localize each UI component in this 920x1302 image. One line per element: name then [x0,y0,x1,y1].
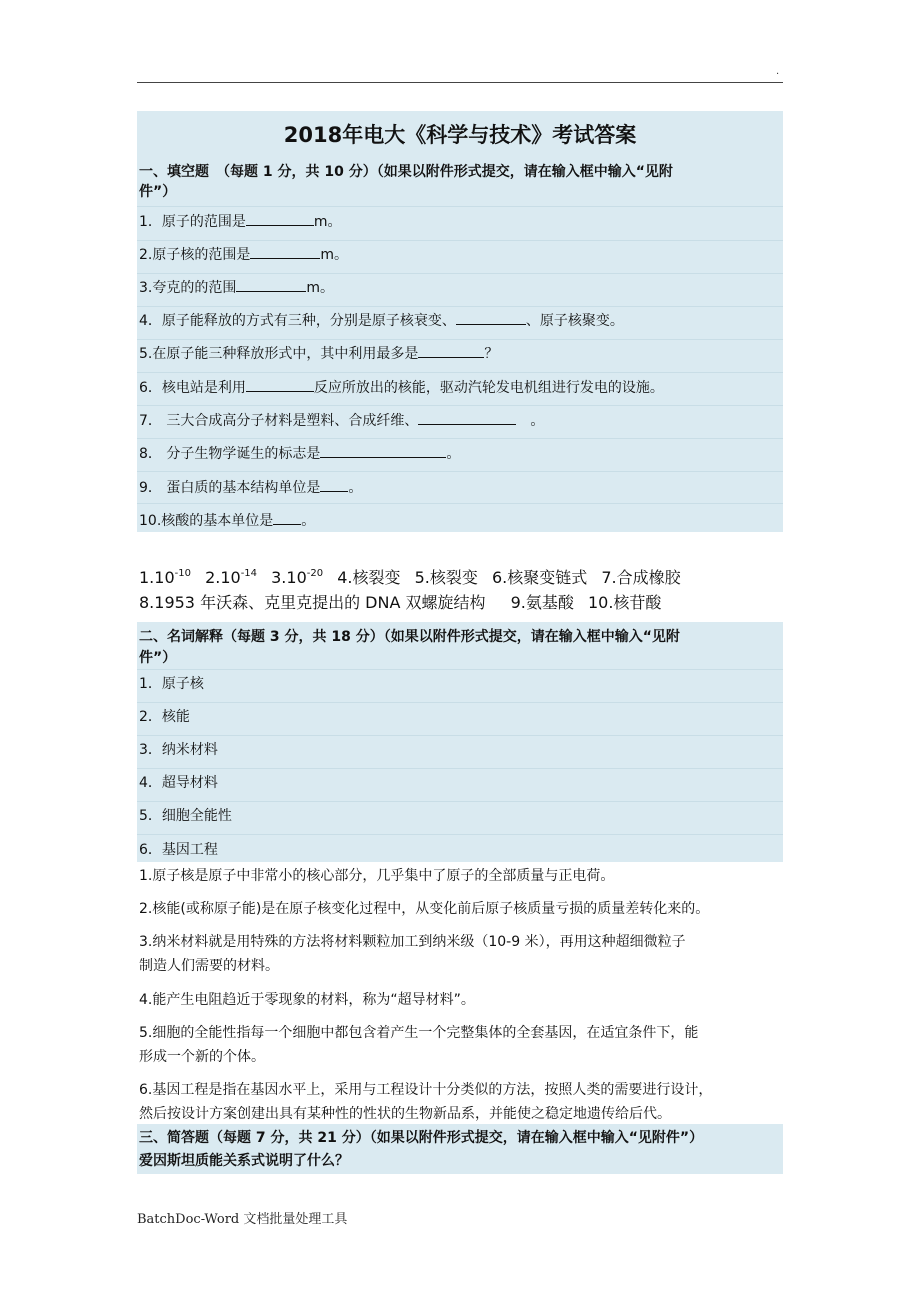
question-text: 反应所放出的核能，驱动汽轮发电机组进行发电的设施。 [313,380,664,396]
answer-blank [236,279,306,292]
term-item: 3．纳米材料 [139,742,218,758]
term-item: 4．超导材料 [139,775,218,791]
term-item: 2．核能 [139,709,190,725]
answer-blank [418,412,516,425]
section1-heading-line2: 件”） [139,184,177,200]
question-9 [139,479,362,496]
question-text: m。 [313,214,342,230]
term-item: 6．基因工程 [139,842,218,858]
page-title: 2018年电大《科学与技术》考试答案 [283,123,637,147]
question-text: 1．原子的范围是 [139,214,246,230]
answer-item: 5.核裂变 [414,568,478,587]
answer-exponent: -14 [240,568,258,579]
answer-blank [250,246,320,259]
question-text: 。 [301,513,316,529]
answer-item: 4.核裂变 [337,568,401,587]
question-text: 、原子核聚变。 [525,313,624,329]
question-text: 7． 三大合成高分子材料是塑料、合成纤维、 [139,413,419,429]
question-text: 5.在原子能三种释放形式中，其中利用最多是 [139,346,419,362]
question-4 [139,312,624,329]
row-divider [137,801,783,802]
question-text: m。 [306,280,334,296]
definition-5-line1: 5.细胞的全能性指每一个细胞中都包含着产生一个完整集体的全套基因，在适宜条件下，能 [139,1025,699,1041]
answer-item: 10.核苷酸 [587,593,662,612]
definition-1: 1.原子核是原子中非常小的核心部分，几乎集中了原子的全部质量与正电荷。 [139,868,615,884]
section2-heading-line2: 件”） [139,650,177,666]
question-5 [139,345,498,362]
answer-blank [273,512,301,525]
row-divider [137,438,783,439]
question-text: 9． 蛋白质的基本结构单位是 [139,480,321,496]
question-7 [139,412,544,429]
question-text: 2.原子核的范围是 [139,247,251,263]
row-divider [137,834,783,835]
row-divider [137,240,783,241]
row-divider [137,471,783,472]
answer-item: 6.核聚变链式 [491,568,588,587]
row-divider [137,503,783,504]
answer-blank [418,345,484,358]
term-item: 1．原子核 [139,676,204,692]
question-text: 8． 分子生物学诞生的标志是 [139,446,321,462]
row-divider [137,702,783,703]
answer-blank [456,312,526,325]
answer-text: 2.10 [205,568,241,587]
question-1 [139,213,342,230]
footer-text: BatchDoc-Word 文档批量处理工具 [137,1212,348,1227]
row-divider [137,372,783,373]
row-divider [137,768,783,769]
answer-blank [246,213,314,226]
question-text: 10.核酸的基本单位是 [139,513,274,529]
row-divider [137,339,783,340]
question-text: ？ [484,346,499,362]
row-divider [137,273,783,274]
question-2 [139,246,348,263]
section3-heading: 三、简答题（每题 7 分，共 21 分）（如果以附件形式提交，请在输入框中输入“见附件”） [139,1130,704,1146]
section1-heading-line1: 一、填空题 （每题 1 分，共 10 分）（如果以附件形式提交，请在输入框中输入“见附 [139,164,673,180]
question-10 [139,512,315,529]
definition-2: 2.核能(或称原子能)是在原子核变化过程中，从变化前后原子核质量亏损的质量差转化来的。 [139,901,710,917]
section2-background [137,622,783,862]
definition-6-line1: 6.基因工程是指在基因水平上，采用与工程设计十分类似的方法，按照人类的需要进行设计， [139,1082,713,1098]
row-divider [137,735,783,736]
question-3 [139,279,334,296]
definition-3-line1: 3.纳米材料就是用特殊的方法将材料颗粒加工到纳米级（10-9 米），再用这种超细微粒子 [139,934,686,950]
question-text: 6．核电站是利用 [139,380,246,396]
question-text: m。 [320,247,348,263]
answer-blank [246,379,314,392]
definition-4: 4.能产生电阻趋近于零现象的材料，称为“超导材料”。 [139,992,475,1008]
answer-text: 3.10 [271,568,307,587]
answer-item [271,568,323,587]
header-rule [137,82,783,83]
row-divider [137,306,783,307]
question-text: 。 [516,413,545,429]
definition-3-line2: 制造人们需要的材料。 [139,958,279,974]
question-8 [139,445,460,462]
row-divider [137,669,783,670]
section3-question-1: 爱因斯坦质能关系式说明了什么？ [139,1153,349,1169]
header-mark: . [776,66,780,77]
definition-6-line2: 然后按设计方案创建出具有某种性的性状的生物新品系，并能使之稳定地遗传给后代。 [139,1106,671,1122]
answer-blank [320,479,348,492]
answer-item: 8.1953 年沃森、克里克提出的 DNA 双螺旋结构 [139,593,486,612]
term-item: 5．细胞全能性 [139,808,232,824]
question-text: 3.夸克的的范围 [139,280,237,296]
answer-exponent: -20 [306,568,324,579]
answer-item: 7.合成橡胶 [601,568,681,587]
question-6 [139,379,664,396]
answer-blank [320,445,446,458]
answers-row-1 [139,568,690,588]
answer-text: 1.10 [139,568,175,587]
definition-5-line2: 形成一个新的个体。 [139,1049,265,1065]
answer-exponent: -10 [174,568,191,579]
answer-item: 9.氨基酸 [510,593,574,612]
row-divider [137,206,783,207]
question-text: 。 [446,446,461,462]
answer-item [139,568,191,587]
answer-item [205,568,257,587]
section2-heading-line1: 二、名词解释（每题 3 分，共 18 分）（如果以附件形式提交，请在输入框中输入“见附 [139,629,680,645]
question-text: 。 [348,480,363,496]
row-divider [137,405,783,406]
question-text: 4．原子能释放的方式有三种，分别是原子核衰变、 [139,313,456,329]
answers-row-2 [139,593,670,613]
